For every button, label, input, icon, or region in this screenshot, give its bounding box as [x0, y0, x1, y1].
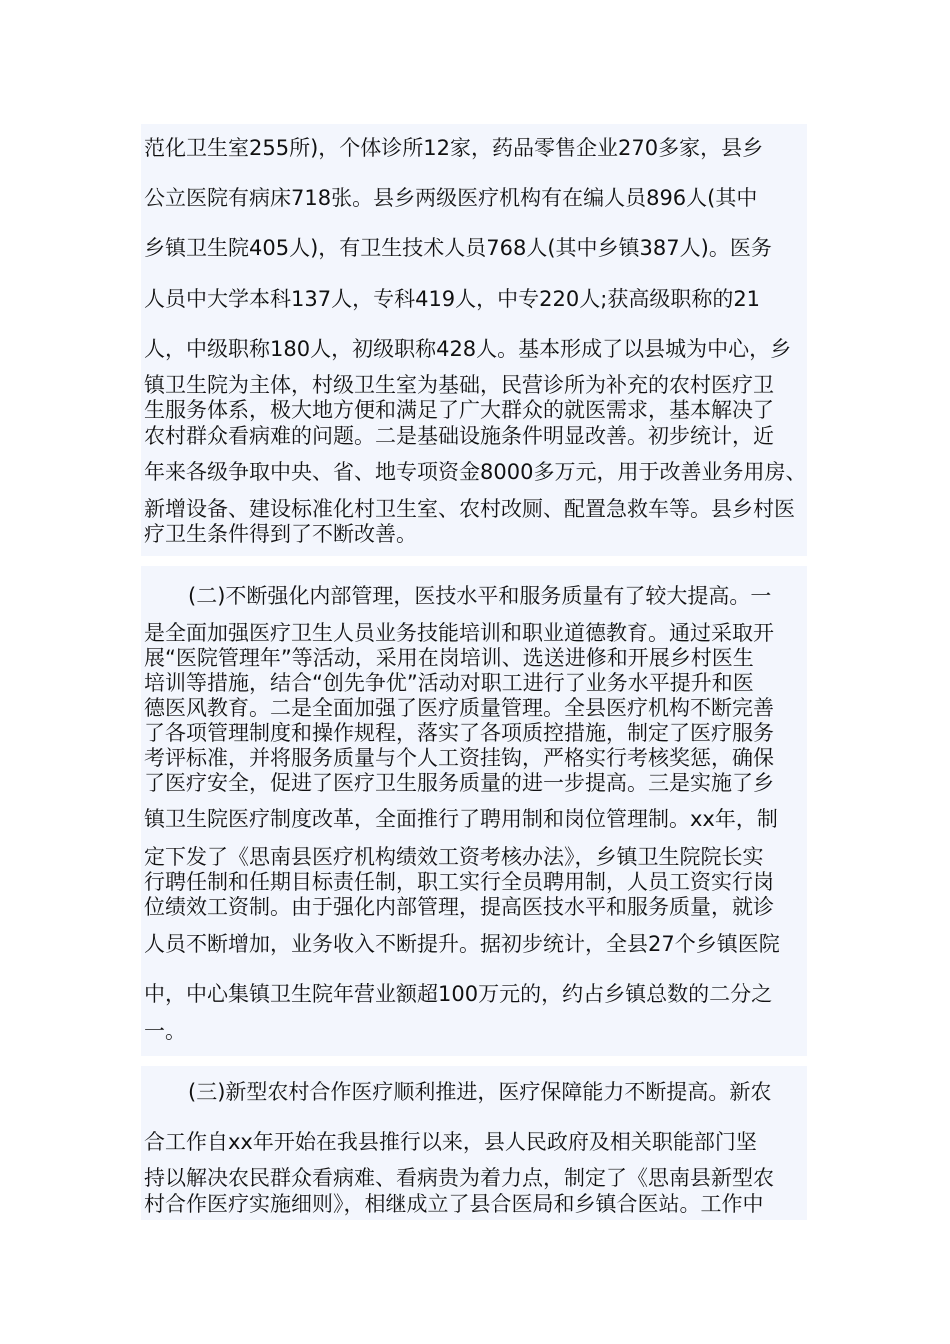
text-line: 行聘任制和任期目标责任制，职工实行全员聘用制，人员工资实行岗 — [144, 870, 774, 894]
text-line: 培训等措施，结合“创先争优”活动对职工进行了业务水平提升和医 — [144, 671, 754, 695]
text-line: 人员中大学本科137人，专科419人，中专220人;获高级职称的21 — [144, 287, 761, 311]
paragraph-heading-2: (二)不断强化内部管理，医技水平和服务质量有了较大提高。一 — [188, 584, 772, 608]
text-line: 乡镇卫生院405人)，有卫生技术人员768人(其中乡镇387人)。医务 — [144, 236, 772, 260]
text-line: 展“医院管理年”等活动，采用在岗培训、选送进修和开展乡村医生 — [144, 646, 754, 670]
text-line: 德医风教育。二是全面加强了医疗质量管理。全县医疗机构不断完善 — [144, 696, 774, 720]
text-line: 镇卫生院医疗制度改革，全面推行了聘用制和岗位管理制。xx年，制 — [144, 807, 778, 831]
text-line: 定下发了《思南县医疗机构绩效工资考核办法》，乡镇卫生院院长实 — [144, 845, 764, 869]
text-line: 了各项管理制度和操作规程，落实了各项质控措施，制定了医疗服务 — [144, 721, 774, 745]
paragraph-heading-3: (三)新型农村合作医疗顺利推进，医疗保障能力不断提高。新农 — [188, 1080, 772, 1104]
text-line: 疗卫生条件得到了不断改善。 — [144, 522, 417, 546]
text-line: 村合作医疗实施细则》，相继成立了县合医局和乡镇合医站。工作中 — [144, 1192, 764, 1216]
text-line: 合工作自xx年开始在我县推行以来，县人民政府及相关职能部门坚 — [144, 1130, 757, 1154]
text-line: 镇卫生院为主体，村级卫生室为基础，民营诊所为补充的农村医疗卫 — [144, 373, 774, 397]
text-line: 位绩效工资制。由于强化内部管理，提高医技水平和服务质量，就诊 — [144, 895, 774, 919]
text-line: 范化卫生室255所)，个体诊所12家，药品零售企业270多家，县乡 — [144, 136, 764, 160]
text-line: 生服务体系，极大地方便和满足了广大群众的就医需求，基本解决了 — [144, 398, 774, 422]
text-line: 考评标准，并将服务质量与个人工资挂钩，严格实行考核奖惩，确保 — [144, 746, 774, 770]
text-line: 人员不断增加，业务收入不断提升。据初步统计，全县27个乡镇医院 — [144, 932, 780, 956]
text-line: 持以解决农民群众看病难、看病贵为着力点，制定了《思南县新型农 — [144, 1166, 774, 1190]
text-line: 一。 — [144, 1019, 186, 1043]
text-line: 人，中级职称180人，初级职称428人。基本形成了以县城为中心，乡 — [144, 337, 792, 361]
text-line: 是全面加强医疗卫生人员业务技能培训和职业道德教育。通过采取开 — [144, 621, 774, 645]
text-line: 公立医院有病床718张。县乡两级医疗机构有在编人员896人(其中 — [144, 186, 758, 210]
text-line: 中，中心集镇卫生院年营业额超100万元的，约占乡镇总数的二分之 — [144, 982, 773, 1006]
text-line: 新增设备、建设标准化村卫生室、农村改厕、配置急救车等。县乡村医 — [144, 497, 795, 521]
text-line: 了医疗安全，促进了医疗卫生服务质量的进一步提高。三是实施了乡 — [144, 771, 774, 795]
text-line: 农村群众看病难的问题。二是基础设施条件明显改善。初步统计，近 — [144, 424, 774, 448]
text-line: 年来各级争取中央、省、地专项资金8000多万元，用于改善业务用房、 — [144, 460, 807, 484]
